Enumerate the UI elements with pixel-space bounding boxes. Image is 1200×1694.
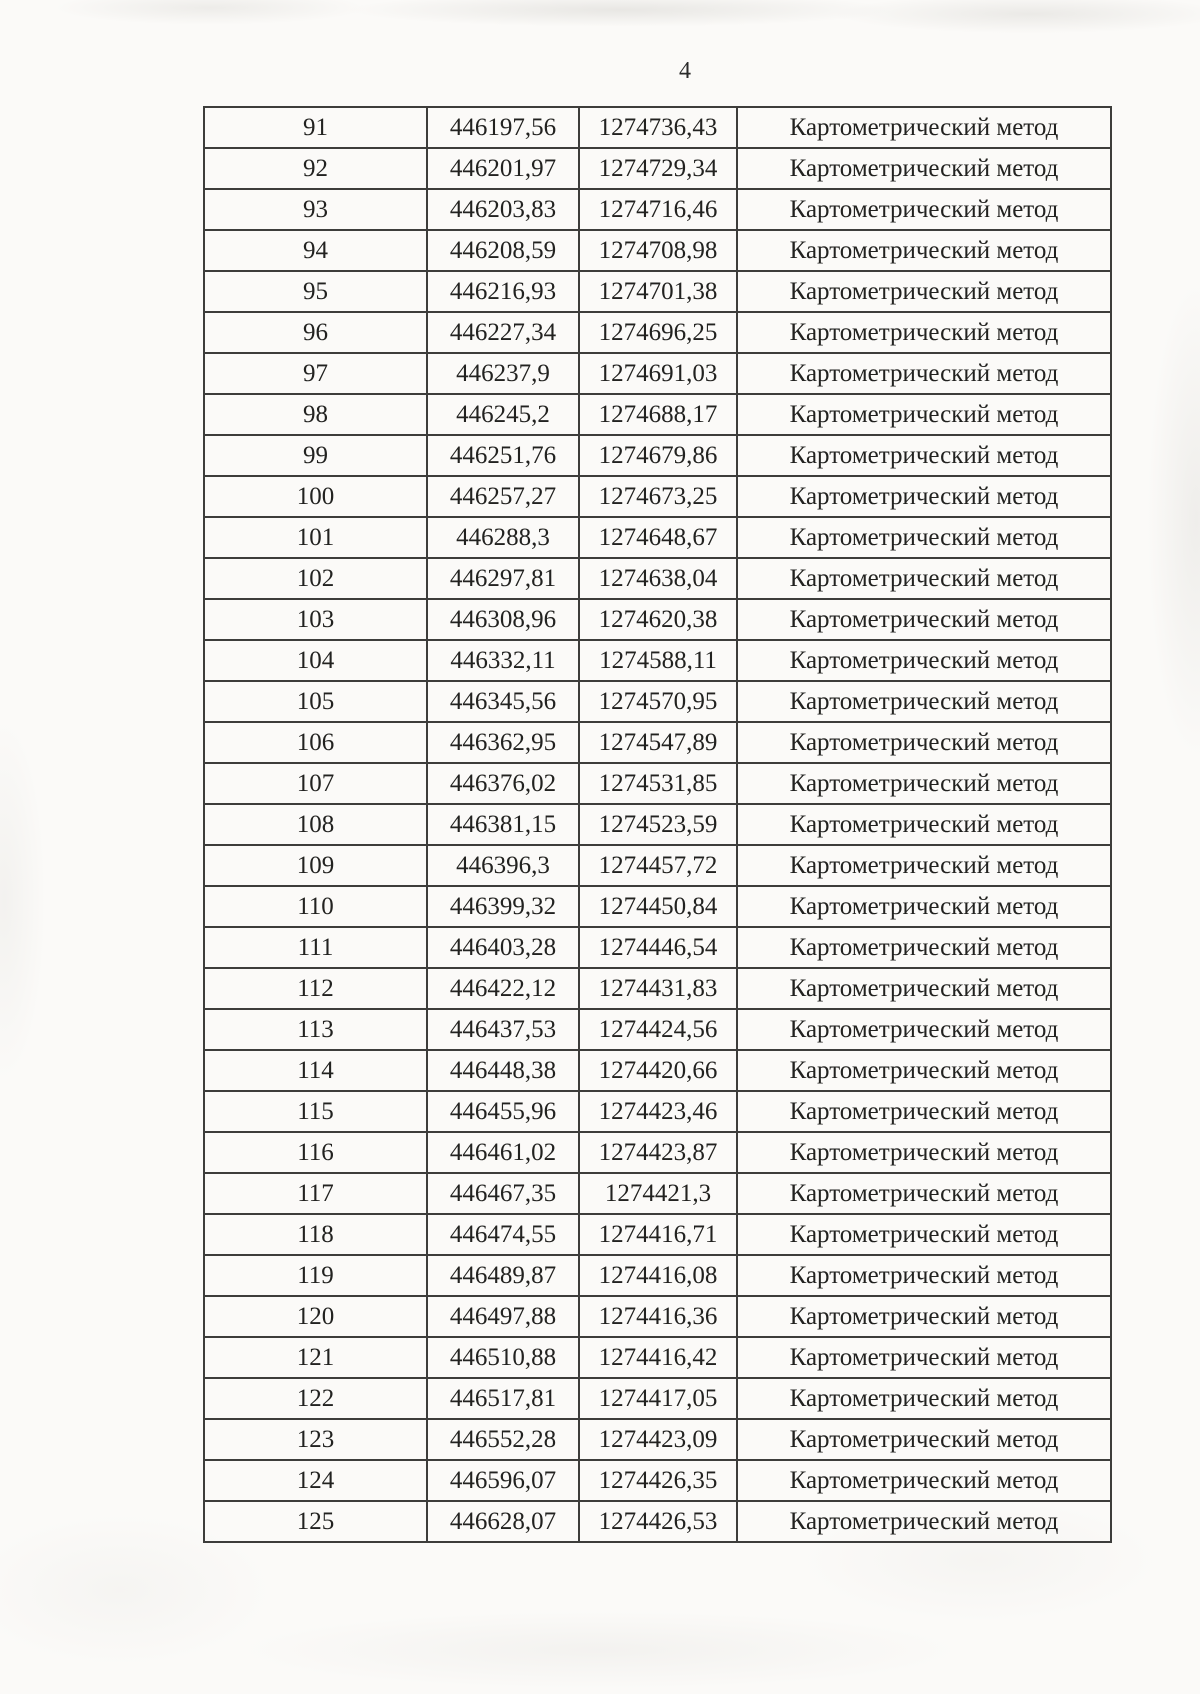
table-row: [204, 1255, 1111, 1296]
cell-x-coordinate: 446474,55: [427, 1214, 579, 1255]
cell-point-number: 93: [204, 189, 427, 230]
cell-point-number: 124: [204, 1460, 427, 1501]
cell-x-coordinate: 446596,07: [427, 1460, 579, 1501]
cell-method: Картометрический метод: [737, 394, 1111, 435]
cell-point-number: 94: [204, 230, 427, 271]
cell-x-coordinate: 446403,28: [427, 927, 579, 968]
cell-x-coordinate: 446381,15: [427, 804, 579, 845]
table-row: [204, 476, 1111, 517]
cell-x-coordinate: 446399,32: [427, 886, 579, 927]
cell-y-coordinate: 1274638,04: [579, 558, 737, 599]
cell-method: Картометрический метод: [737, 1132, 1111, 1173]
cell-y-coordinate: 1274523,59: [579, 804, 737, 845]
page-number: 4: [679, 58, 691, 84]
cell-point-number: 121: [204, 1337, 427, 1378]
cell-x-coordinate: 446203,83: [427, 189, 579, 230]
cell-point-number: 91: [204, 107, 427, 148]
cell-x-coordinate: 446396,3: [427, 845, 579, 886]
cell-y-coordinate: 1274420,66: [579, 1050, 737, 1091]
cell-point-number: 109: [204, 845, 427, 886]
cell-y-coordinate: 1274570,95: [579, 681, 737, 722]
table-row: [204, 230, 1111, 271]
cell-point-number: 105: [204, 681, 427, 722]
cell-x-coordinate: 446208,59: [427, 230, 579, 271]
cell-y-coordinate: 1274421,3: [579, 1173, 737, 1214]
cell-y-coordinate: 1274416,42: [579, 1337, 737, 1378]
coordinates-table-body: [204, 107, 1111, 1542]
table-row: [204, 148, 1111, 189]
cell-point-number: 116: [204, 1132, 427, 1173]
table-row: [204, 1050, 1111, 1091]
cell-method: Картометрический метод: [737, 681, 1111, 722]
cell-y-coordinate: 1274423,46: [579, 1091, 737, 1132]
cell-y-coordinate: 1274716,46: [579, 189, 737, 230]
cell-y-coordinate: 1274588,11: [579, 640, 737, 681]
cell-y-coordinate: 1274729,34: [579, 148, 737, 189]
cell-x-coordinate: 446628,07: [427, 1501, 579, 1542]
cell-x-coordinate: 446332,11: [427, 640, 579, 681]
cell-method: Картометрический метод: [737, 1501, 1111, 1542]
cell-method: Картометрический метод: [737, 968, 1111, 1009]
table-row: [204, 1214, 1111, 1255]
cell-method: Картометрический метод: [737, 312, 1111, 353]
cell-point-number: 104: [204, 640, 427, 681]
cell-x-coordinate: 446448,38: [427, 1050, 579, 1091]
cell-method: Картометрический метод: [737, 1050, 1111, 1091]
cell-method: Картометрический метод: [737, 640, 1111, 681]
cell-point-number: 119: [204, 1255, 427, 1296]
cell-y-coordinate: 1274450,84: [579, 886, 737, 927]
cell-method: Картометрический метод: [737, 189, 1111, 230]
table-row: [204, 640, 1111, 681]
cell-x-coordinate: 446489,87: [427, 1255, 579, 1296]
cell-method: Картометрический метод: [737, 1091, 1111, 1132]
cell-x-coordinate: 446422,12: [427, 968, 579, 1009]
cell-x-coordinate: 446455,96: [427, 1091, 579, 1132]
cell-point-number: 103: [204, 599, 427, 640]
cell-point-number: 113: [204, 1009, 427, 1050]
cell-method: Картометрический метод: [737, 1337, 1111, 1378]
cell-method: Картометрический метод: [737, 804, 1111, 845]
cell-point-number: 107: [204, 763, 427, 804]
cell-y-coordinate: 1274531,85: [579, 763, 737, 804]
cell-x-coordinate: 446288,3: [427, 517, 579, 558]
table-row: [204, 763, 1111, 804]
cell-y-coordinate: 1274423,09: [579, 1419, 737, 1460]
table-row: [204, 394, 1111, 435]
table-row: [204, 1173, 1111, 1214]
cell-point-number: 99: [204, 435, 427, 476]
table-row: [204, 1460, 1111, 1501]
cell-point-number: 106: [204, 722, 427, 763]
cell-x-coordinate: 446461,02: [427, 1132, 579, 1173]
cell-y-coordinate: 1274446,54: [579, 927, 737, 968]
cell-point-number: 92: [204, 148, 427, 189]
cell-point-number: 117: [204, 1173, 427, 1214]
cell-point-number: 108: [204, 804, 427, 845]
cell-point-number: 112: [204, 968, 427, 1009]
coordinates-table: [203, 106, 1112, 1543]
cell-y-coordinate: 1274620,38: [579, 599, 737, 640]
cell-x-coordinate: 446376,02: [427, 763, 579, 804]
cell-method: Картометрический метод: [737, 476, 1111, 517]
cell-x-coordinate: 446257,27: [427, 476, 579, 517]
table-row: [204, 968, 1111, 1009]
cell-x-coordinate: 446216,93: [427, 271, 579, 312]
cell-method: Картометрический метод: [737, 1378, 1111, 1419]
cell-x-coordinate: 446251,76: [427, 435, 579, 476]
cell-x-coordinate: 446362,95: [427, 722, 579, 763]
cell-point-number: 98: [204, 394, 427, 435]
table-row: [204, 1337, 1111, 1378]
table-row: [204, 599, 1111, 640]
cell-x-coordinate: 446552,28: [427, 1419, 579, 1460]
cell-method: Картометрический метод: [737, 1214, 1111, 1255]
cell-method: Картометрический метод: [737, 230, 1111, 271]
cell-x-coordinate: 446227,34: [427, 312, 579, 353]
cell-method: Картометрический метод: [737, 927, 1111, 968]
cell-y-coordinate: 1274736,43: [579, 107, 737, 148]
table-row: [204, 681, 1111, 722]
table-row: [204, 435, 1111, 476]
cell-y-coordinate: 1274424,56: [579, 1009, 737, 1050]
table-row: [204, 558, 1111, 599]
cell-y-coordinate: 1274547,89: [579, 722, 737, 763]
cell-point-number: 96: [204, 312, 427, 353]
cell-y-coordinate: 1274691,03: [579, 353, 737, 394]
table-row: [204, 804, 1111, 845]
table-row: [204, 845, 1111, 886]
cell-y-coordinate: 1274701,38: [579, 271, 737, 312]
cell-method: Картометрический метод: [737, 353, 1111, 394]
cell-method: Картометрический метод: [737, 599, 1111, 640]
table-row: [204, 886, 1111, 927]
cell-x-coordinate: 446345,56: [427, 681, 579, 722]
cell-y-coordinate: 1274416,36: [579, 1296, 737, 1337]
cell-method: Картометрический метод: [737, 271, 1111, 312]
cell-method: Картометрический метод: [737, 1255, 1111, 1296]
table-row: [204, 107, 1111, 148]
cell-y-coordinate: 1274708,98: [579, 230, 737, 271]
cell-x-coordinate: 446517,81: [427, 1378, 579, 1419]
cell-method: Картометрический метод: [737, 886, 1111, 927]
cell-point-number: 122: [204, 1378, 427, 1419]
cell-point-number: 102: [204, 558, 427, 599]
table-row: [204, 1378, 1111, 1419]
cell-y-coordinate: 1274648,67: [579, 517, 737, 558]
table-row: [204, 1501, 1111, 1542]
cell-x-coordinate: 446197,56: [427, 107, 579, 148]
cell-point-number: 95: [204, 271, 427, 312]
cell-point-number: 110: [204, 886, 427, 927]
cell-method: Картометрический метод: [737, 763, 1111, 804]
cell-y-coordinate: 1274416,71: [579, 1214, 737, 1255]
table-row: [204, 1091, 1111, 1132]
cell-y-coordinate: 1274688,17: [579, 394, 737, 435]
cell-method: Картометрический метод: [737, 1009, 1111, 1050]
cell-point-number: 114: [204, 1050, 427, 1091]
cell-point-number: 100: [204, 476, 427, 517]
cell-point-number: 118: [204, 1214, 427, 1255]
cell-x-coordinate: 446308,96: [427, 599, 579, 640]
cell-y-coordinate: 1274426,35: [579, 1460, 737, 1501]
table-row: [204, 517, 1111, 558]
cell-x-coordinate: 446437,53: [427, 1009, 579, 1050]
cell-y-coordinate: 1274431,83: [579, 968, 737, 1009]
cell-x-coordinate: 446467,35: [427, 1173, 579, 1214]
cell-method: Картометрический метод: [737, 1173, 1111, 1214]
cell-x-coordinate: 446201,97: [427, 148, 579, 189]
cell-method: Картометрический метод: [737, 435, 1111, 476]
cell-y-coordinate: 1274417,05: [579, 1378, 737, 1419]
cell-point-number: 123: [204, 1419, 427, 1460]
cell-x-coordinate: 446245,2: [427, 394, 579, 435]
cell-method: Картометрический метод: [737, 107, 1111, 148]
cell-y-coordinate: 1274679,86: [579, 435, 737, 476]
cell-x-coordinate: 446510,88: [427, 1337, 579, 1378]
table-row: [204, 1132, 1111, 1173]
table-row: [204, 1296, 1111, 1337]
table-row: [204, 189, 1111, 230]
cell-x-coordinate: 446297,81: [427, 558, 579, 599]
cell-method: Картометрический метод: [737, 148, 1111, 189]
table-row: [204, 722, 1111, 763]
cell-method: Картометрический метод: [737, 558, 1111, 599]
cell-y-coordinate: 1274416,08: [579, 1255, 737, 1296]
table-row: [204, 1419, 1111, 1460]
table-row: [204, 353, 1111, 394]
cell-y-coordinate: 1274457,72: [579, 845, 737, 886]
cell-point-number: 101: [204, 517, 427, 558]
cell-method: Картометрический метод: [737, 517, 1111, 558]
cell-point-number: 125: [204, 1501, 427, 1542]
cell-y-coordinate: 1274426,53: [579, 1501, 737, 1542]
cell-point-number: 120: [204, 1296, 427, 1337]
cell-method: Картометрический метод: [737, 845, 1111, 886]
cell-method: Картометрический метод: [737, 1419, 1111, 1460]
table-row: [204, 271, 1111, 312]
cell-method: Картометрический метод: [737, 1296, 1111, 1337]
table-row: [204, 927, 1111, 968]
cell-method: Картометрический метод: [737, 1460, 1111, 1501]
cell-point-number: 97: [204, 353, 427, 394]
cell-y-coordinate: 1274696,25: [579, 312, 737, 353]
table-row: [204, 312, 1111, 353]
cell-y-coordinate: 1274673,25: [579, 476, 737, 517]
cell-x-coordinate: 446237,9: [427, 353, 579, 394]
cell-method: Картометрический метод: [737, 722, 1111, 763]
cell-point-number: 111: [204, 927, 427, 968]
cell-x-coordinate: 446497,88: [427, 1296, 579, 1337]
cell-point-number: 115: [204, 1091, 427, 1132]
cell-y-coordinate: 1274423,87: [579, 1132, 737, 1173]
table-row: [204, 1009, 1111, 1050]
